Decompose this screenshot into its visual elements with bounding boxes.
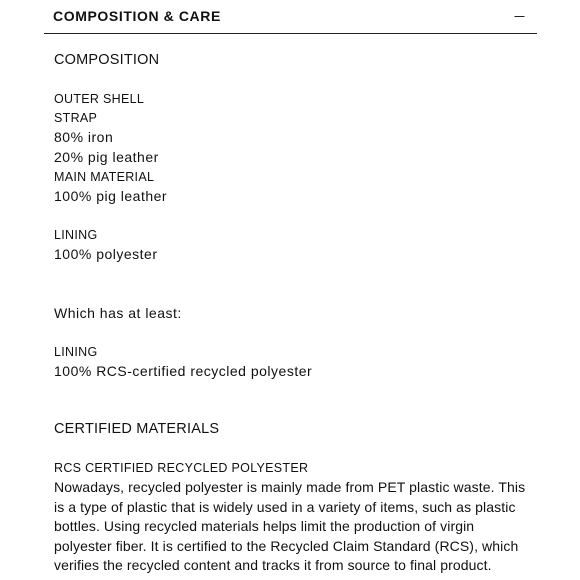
composition-care-accordion-header[interactable] [44, 0, 537, 34]
at-least-intro: Which has at least: [54, 305, 182, 321]
main-material-value: 100% pig leather [54, 188, 168, 204]
outer-shell-label: OUTER SHELL [54, 92, 145, 106]
lining-label: LINING [54, 228, 98, 242]
minus-icon[interactable] [514, 9, 525, 20]
rcs-material-label: RCS CERTIFIED RECYCLED POLYESTER [54, 461, 309, 475]
strap-value-leather: 20% pig leather [54, 149, 159, 165]
main-material-label: MAIN MATERIAL [54, 170, 155, 184]
composition-heading: COMPOSITION [54, 52, 160, 68]
lining-value: 100% polyester [54, 246, 158, 262]
strap-value-iron: 80% iron [54, 129, 114, 145]
accordion-title: COMPOSITION & CARE [53, 8, 221, 24]
strap-label: STRAP [54, 111, 98, 125]
certified-materials-heading: CERTIFIED MATERIALS [54, 421, 220, 437]
rcs-material-description: Nowadays, recycled polyester is mainly made from PET plastic waste. This is a type of plastic that is widely used in a variety of items, such as plastic bottles. Using recycled materials helps limit the production of virgin polyester fiber. It is certified to the Recycled Claim Standard (RCS), which verifies the recycled content and tracks it from source to final product. [54, 479, 526, 574]
at-least-lining-label: LINING [54, 345, 98, 359]
at-least-lining-value: 100% RCS-certified recycled polyester [54, 363, 313, 379]
